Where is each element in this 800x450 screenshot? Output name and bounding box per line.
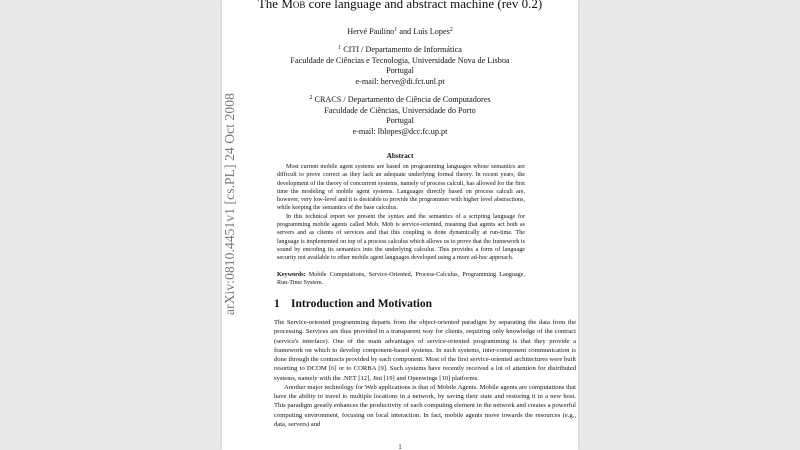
arxiv-stamp: arXiv:0810.4451v1 [cs.PL] 24 Oct 2008 [222,93,237,315]
affiliation-1: $^1$ CITI / Departamento de Informática Faculdade de Ciências e Tecnologia, Universidade Nova de Lisboa Portugal e-mail: herve@di.fct.unl.pt [222,45,578,87]
page-number: 1 [398,443,402,450]
title-smallcaps: Mob [281,0,306,11]
author-2: Luís Lopes [413,27,450,36]
abstract-body [277,163,525,263]
paper-page [222,0,578,450]
body-paragraph: The Service-oriented programming departs from the object-oriented paradigm by separating the data from the processing. Services are thus provided in a transparent way for clients, requiring only knowledge of the contract (service's interface). One of the main advantages of service-oriented programming is that they provide a framework on which to develop component-based systems. In such systems, inter-component communication is done through the contracts provided by each component. Most of the first service-oriented architectures were built resorting to DCOM [6] or to CORBA [9]. Such systems have recently received a lot of attention for distributed systems, namely with the .NET [12], Jini [19] and Openwings [10] platforms. [274,319,576,382]
abstract-paragraph: Most current mobile agent systems are based on programming languages whose semantics are difficult to prove correct as they lack an adequate underlying formal theory. In recent years, the development of the theory of concurrent systems, namely of process calculi, has allowed for the first time the modeling of mobile agent systems. Languages directly based on process calculi are, however, very low-level and it is desirable to provide the programmer with higher level abstractions, while keeping the semantics of the base calculus. [277,164,525,212]
abstract-paragraph: In this technical report we present the syntax and the semantics of a scripting language for programming mobile agents called Mob. Mob is service-oriented, meaning that agents act both as servers and as clients of services and that this coupling is done dynamically at run-time. The language is implemented on top of a process calculus which allows us to prove that the framework is sound by encoding its semantics into the underlying calculus. This provides a form of language security not available to other mobile agent languages developed using a more ad-hoc approach. [277,213,525,262]
email-1: e-mail: herve@di.fct.unl.pt [355,76,445,86]
author-line: Hervé Paulino$^1$ and Luís Lopes$^2$ [347,27,453,36]
section-heading: 1 Introduction and Motivation [274,298,433,310]
affiliation-2: $^2$ CRACS / Departamento de Ciência de Computadores Faculdade de Ciências, Universidade do Porto Portugal e-mail: lblopes@dcc.fc.up.pt [222,95,578,137]
body-text [274,318,576,429]
author-1: Hervé Paulino [347,27,395,36]
abstract-heading: Abstract [386,152,414,160]
paper-title: The Mob core language and abstract machine (rev 0.2) [222,0,578,12]
body-paragraph: Another major technology for Web applications is that of Mobile Agents. Mobile agents are computations that have the ability to travel to multiple locations in a network, by saving their state and restoring it in a new host. This paradigm greatly enhances the productivity of each computing element in the network and creates a powerful computing environment, focusing on local interaction. In fact, mobile agents move towards the resources (e.g., data, servers) and [274,383,576,428]
keywords: Keywords: Mobile Computations, Service-Oriented, Process-Calculus, Programming Language, Run-Time System. [277,272,525,287]
email-2: e-mail: lblopes@dcc.fc.up.pt [352,126,448,136]
keywords-label: Keywords: [277,272,306,278]
